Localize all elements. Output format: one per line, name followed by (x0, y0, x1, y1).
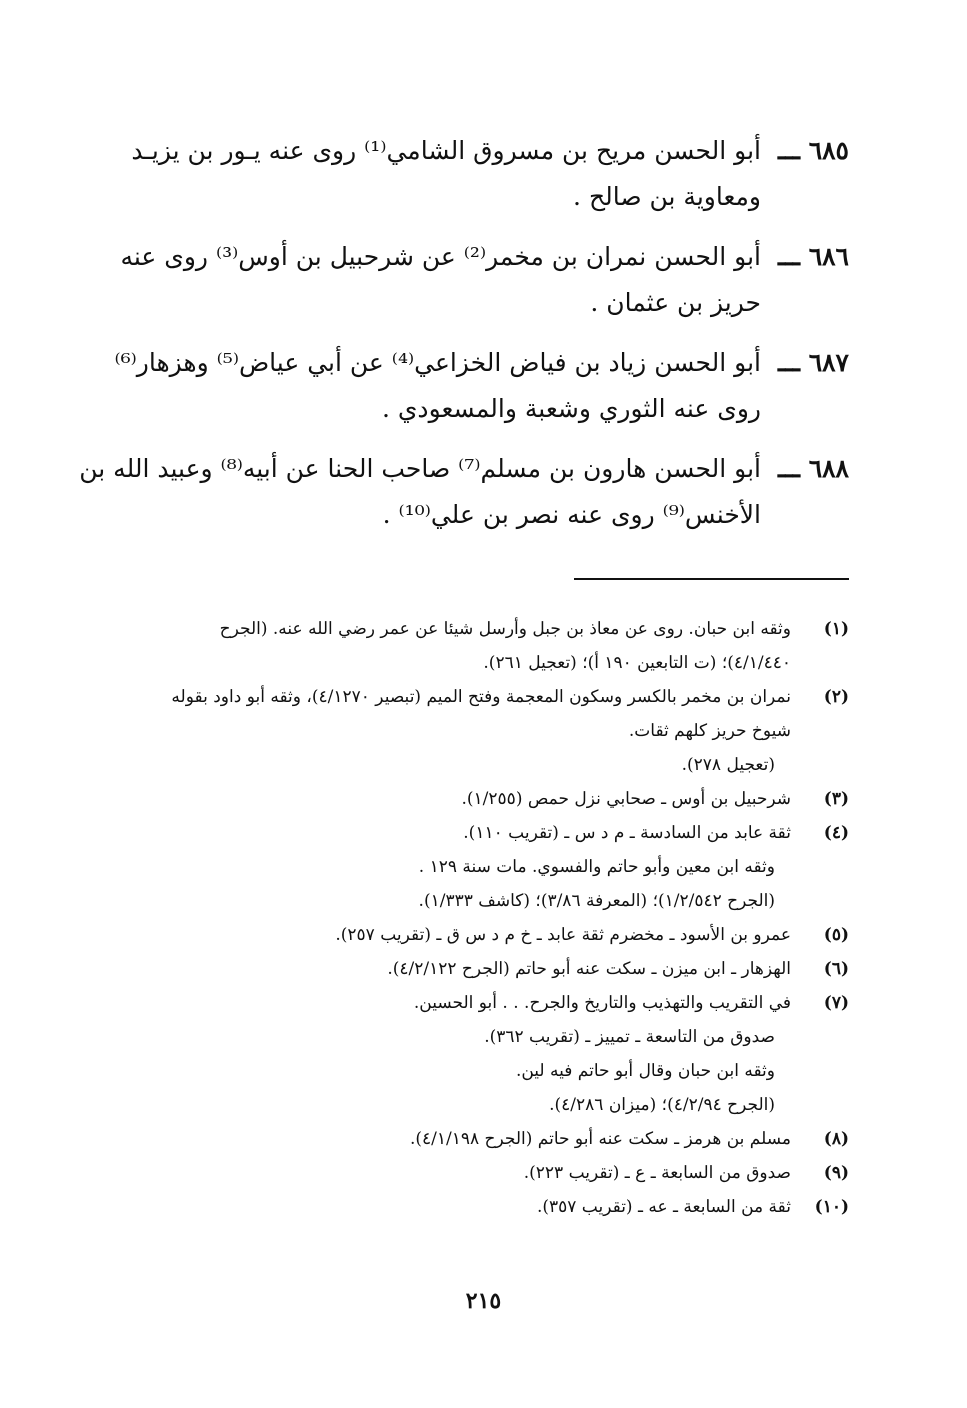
entry-text-line: أبو الحسن هارون بن مسلم⁽⁷⁾ صاحب الحنا عن أبيه⁽⁸⁾ وعبيد الله بن (79, 454, 761, 483)
entry-text-line: أبو الحسن مريح بن مسروق الشامي⁽¹⁾ روى عنه يـور بن يزيـد (131, 136, 761, 165)
entry-text-line: حريز بن عثمان . (590, 288, 761, 317)
entries-list (79, 128, 849, 552)
footnote-line: عمرو بن الأسود ـ مخضرم ثقة عابد ـ خ م د س ق ـ (تقريب ٢٥٧). (335, 925, 791, 945)
footnote-1 (149, 612, 849, 680)
entry-686 (120, 234, 849, 326)
footnote-line: الهزهار ـ ابن ميزن ـ سكت عنه أبو حاتم (الجرح ٤/٢/١٢٢). (387, 959, 791, 979)
entry-number: ٦٨٦ ـــ (778, 242, 849, 271)
footnote-separator (574, 578, 849, 580)
footnote-8 (149, 1122, 849, 1156)
footnote-line: وثقه ابن معين وأبو حاتم والفسوي. مات سنة ١٢٩ . (418, 857, 775, 877)
footnote-number: (٨) (823, 1129, 849, 1149)
footnote-7 (149, 986, 849, 1122)
footnote-line: شرحبيل بن أوس ـ صحابي نزل حمص (١/٢٥٥). (461, 789, 791, 809)
footnote-number: (٦) (823, 959, 849, 979)
footnote-line: في التقريب والتهذيب والتاريخ والجرح. . . أبو الحسين. (413, 993, 791, 1013)
footnote-number: (١) (823, 619, 849, 639)
footnote-line: (الجرح ١/٢/٥٤٢)؛ (المعرفة ٣/٨٦)؛ (كاشف ١/٣٣٣). (418, 891, 775, 911)
entry-688 (79, 446, 849, 538)
entry-text-line: روى عنه الثوري وشعبة والمسعودي . (381, 394, 761, 423)
footnote-line: وثقه ابن حبان. روى عن معاذ بن جبل وأرسل شيئا عن عمر رضي الله عنه. (الجرح (219, 619, 791, 639)
footnote-line: مسلم بن هرمز ـ سكت عنه أبو حاتم (الجرح ٤/١/١٩٨). (409, 1129, 791, 1149)
footnote-number: (٢) (823, 687, 849, 707)
footnote-line: (تعجيل ٢٧٨). (681, 755, 775, 775)
entry-685 (131, 128, 849, 220)
footnote-number: (٧) (823, 993, 849, 1013)
footnote-line: نمران بن مخمر بالكسر وسكون المعجمة وفتح الميم (تبصير ٤/١٢٧٠)، وثقه أبو داود بقوله (171, 687, 791, 707)
entry-number: ٦٨٥ ـــ (778, 136, 849, 165)
entry-text-line: أبو الحسن زياد بن فياض الخزاعي⁽⁴⁾ عن أبي عياض⁽⁵⁾ وهزهار⁽⁶⁾ (114, 348, 761, 377)
page-number: ٢١٥ (465, 1288, 502, 1314)
footnote-number: (٥) (823, 925, 849, 945)
footnote-number: (٤) (823, 823, 849, 843)
footnote-5 (149, 918, 849, 952)
footnote-9 (149, 1156, 849, 1190)
footnote-6 (149, 952, 849, 986)
entry-number: ٦٨٨ ـــ (778, 454, 849, 483)
footnote-3 (149, 782, 849, 816)
entry-text-line: الأخنس⁽⁹⁾ روى عنه نصر بن علي⁽¹⁰⁾ . (382, 500, 761, 529)
footnote-line: شيوخ حريز كلهم ثقات. (628, 721, 791, 741)
entry-number: ٦٨٧ ـــ (778, 348, 849, 377)
entry-687 (114, 340, 849, 432)
footnote-line: ثقة من السابعة ـ عه ـ (تقريب ٣٥٧). (536, 1197, 791, 1217)
footnote-10 (149, 1190, 849, 1224)
entry-text-line: أبو الحسن نمران بن مخمر⁽²⁾ عن شرحبيل بن أوس⁽³⁾ روى عنه (120, 242, 761, 271)
footnote-2 (149, 680, 849, 782)
footnote-number: (٩) (823, 1163, 849, 1183)
footnote-number: (١٠) (814, 1197, 849, 1217)
entry-text-line: ومعاوية بن صالح . (573, 182, 761, 211)
footnote-4 (149, 816, 849, 918)
footnote-line: وثقه ابن حبان وقال أبو حاتم فيه لين. (515, 1061, 775, 1081)
footnote-line: (الجرح ٤/٢/٩٤)؛ (ميزان ٤/٢٨٦). (549, 1095, 775, 1115)
footnote-line: ٤/١/٤٤٠)؛ (ت التابعين ١٩٠ أ)؛ (تعجيل ٢٦١). (483, 653, 791, 673)
footnote-line: صدوق من السابعة ـ ع ـ (تقريب ٢٢٣). (523, 1163, 791, 1183)
footnote-line: ثقة عابد من السادسة ـ م د س ـ (تقريب ١١٠). (463, 823, 791, 843)
footnote-line: صدوق من التاسعة ـ تمييز ـ (تقريب ٣٦٢). (484, 1027, 775, 1047)
footnote-number: (٣) (823, 789, 849, 809)
footnotes-list (149, 612, 849, 1224)
